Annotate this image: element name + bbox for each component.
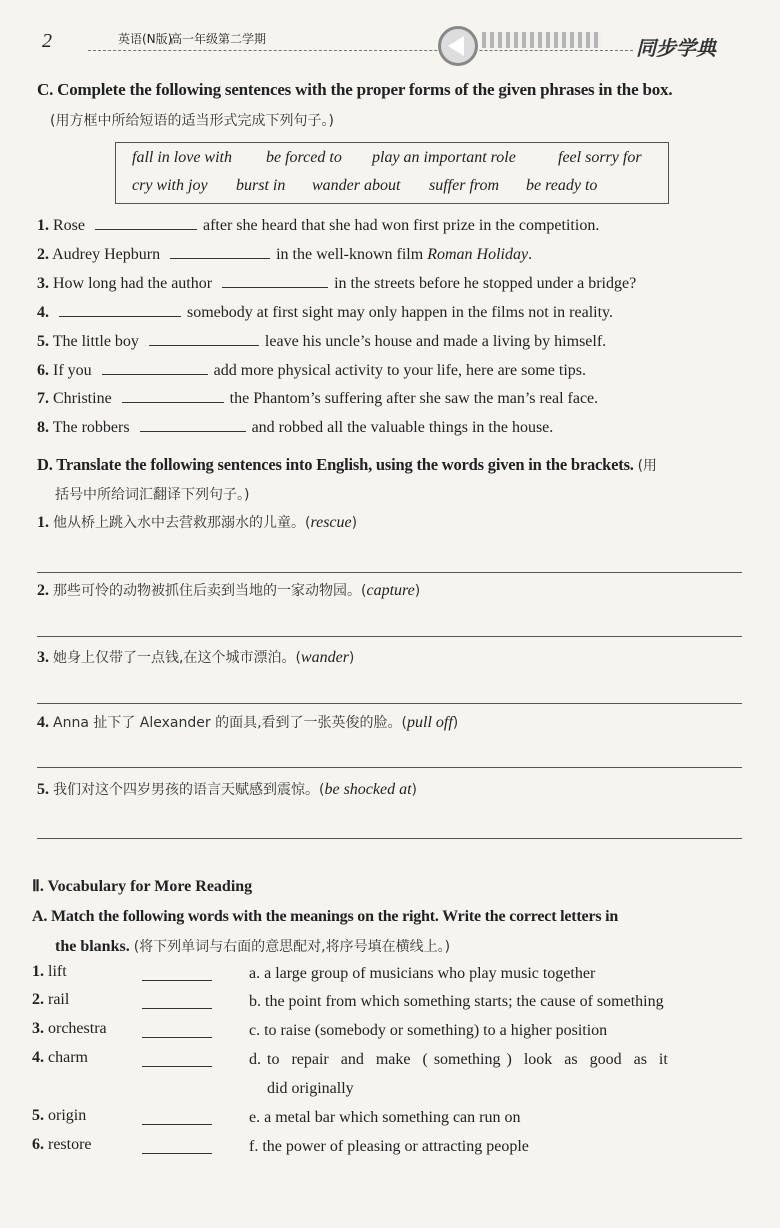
item-chinese: 我们对这个四岁男孩的语言天赋感到震惊。( bbox=[53, 782, 325, 798]
item-close: ) bbox=[452, 715, 459, 731]
item-number: 2. bbox=[37, 246, 49, 263]
phrase: fall in love with bbox=[132, 149, 232, 166]
translation-item bbox=[37, 512, 357, 532]
answer-blank[interactable] bbox=[95, 215, 197, 230]
item-chinese: 那些可怜的动物被抓住后卖到当地的一家动物园。( bbox=[53, 583, 367, 599]
section-ii-a-title-cn: (将下列单词与右面的意思配对,将序号填在横线上。) bbox=[133, 939, 451, 955]
word: orchestra bbox=[48, 1020, 107, 1037]
item-chinese: 她身上仅带了一点钱,在这个城市漂泊。( bbox=[53, 650, 301, 666]
item-chinese: Anna 扯下了 Alexander 的面具,看到了一张英俊的脸。( bbox=[53, 715, 407, 731]
sentence-item bbox=[37, 388, 598, 408]
item-text-end: in the well-known film bbox=[276, 246, 428, 263]
phrase: be ready to bbox=[526, 177, 598, 194]
answer-blank[interactable] bbox=[142, 1008, 212, 1009]
phrase: wander about bbox=[312, 177, 401, 194]
section-c-subtitle: (用方框中所给短语的适当形式完成下列句子。) bbox=[50, 113, 334, 129]
word: charm bbox=[48, 1049, 88, 1066]
sentence-item bbox=[37, 417, 553, 437]
given-word: pull off bbox=[407, 714, 453, 731]
translation-item bbox=[37, 712, 458, 732]
phrase: be forced to bbox=[266, 149, 342, 166]
answer-line[interactable] bbox=[37, 767, 742, 768]
answer-blank[interactable] bbox=[102, 360, 208, 375]
match-word bbox=[32, 1136, 92, 1154]
section-ii-a-title: A. Match the following words with the meanings on the right. Write the correct letters in bbox=[32, 908, 619, 925]
match-word bbox=[32, 1107, 86, 1125]
item-chinese: 他从桥上跳入水中去营救那溺水的儿童。( bbox=[53, 515, 311, 531]
item-number: 1. bbox=[37, 217, 49, 234]
item-number: 5. bbox=[37, 781, 49, 798]
item-text-start: Audrey Hepburn bbox=[52, 246, 161, 263]
item-close: ) bbox=[351, 515, 358, 531]
sentence-item bbox=[37, 244, 532, 264]
match-word bbox=[32, 963, 67, 981]
given-word: wander bbox=[300, 649, 349, 666]
meaning: did originally bbox=[267, 1080, 354, 1097]
answer-blank[interactable] bbox=[142, 1124, 212, 1125]
book-title: 英语(N版) bbox=[118, 32, 173, 46]
item-text-end: the Phantom’s suffering after she saw the man’s real face. bbox=[229, 390, 599, 407]
section-d-title-cn-2: 括号中所给词汇翻译下列句子。) bbox=[55, 487, 250, 503]
answer-line[interactable] bbox=[37, 636, 742, 637]
item-number: 7. bbox=[37, 390, 49, 407]
item-text-start: Christine bbox=[53, 390, 112, 407]
answer-blank[interactable] bbox=[142, 980, 212, 981]
match-word bbox=[32, 991, 69, 1009]
item-number: 3. bbox=[32, 1020, 44, 1037]
item-number: 6. bbox=[32, 1136, 44, 1153]
match-word bbox=[32, 1020, 107, 1038]
item-close: ) bbox=[411, 782, 418, 798]
sentence-item bbox=[37, 360, 586, 380]
answer-blank[interactable] bbox=[222, 273, 328, 288]
item-number: 3. bbox=[37, 649, 49, 666]
header-divider bbox=[88, 50, 633, 51]
sentence-item bbox=[37, 302, 613, 322]
grade-label: 高一年级第二学期 bbox=[170, 32, 267, 46]
logo: 同步学典 bbox=[636, 36, 716, 60]
item-number: 5. bbox=[32, 1107, 44, 1124]
film-title: Roman Holiday bbox=[427, 246, 529, 263]
item-text-start: If you bbox=[53, 362, 92, 379]
item-text-start: How long had the author bbox=[53, 275, 213, 292]
item-punct: . bbox=[528, 246, 533, 263]
answer-line[interactable] bbox=[37, 572, 742, 573]
item-text-end: somebody at first sight may only happen in the films not in reality. bbox=[187, 304, 614, 321]
answer-blank[interactable] bbox=[142, 1066, 212, 1067]
item-number: 4. bbox=[37, 714, 49, 731]
item-close: ) bbox=[348, 650, 355, 666]
phrase: feel sorry for bbox=[558, 149, 642, 166]
translation-item bbox=[37, 580, 420, 600]
item-number: 1. bbox=[32, 963, 44, 980]
item-text-end: leave his uncle’s house and made a living by himself. bbox=[264, 333, 607, 350]
sentence-item bbox=[37, 331, 606, 351]
translation-item bbox=[37, 647, 354, 667]
phrase: play an important role bbox=[372, 149, 516, 166]
item-text-end: after she heard that she had won first prize in the competition. bbox=[203, 217, 600, 234]
item-number: 5. bbox=[37, 333, 49, 350]
given-word: be shocked at bbox=[324, 781, 412, 798]
section-ii-a-title-2-text: the blanks. bbox=[55, 938, 130, 955]
item-text-start: The little boy bbox=[52, 333, 139, 350]
meaning: f. the power of pleasing or attracting people bbox=[249, 1138, 529, 1155]
meaning: b. the point from which something starts; the cause of something bbox=[249, 993, 664, 1010]
meaning: e. a metal bar which something can run on bbox=[249, 1109, 521, 1126]
item-number: 2. bbox=[37, 582, 49, 599]
back-arrow-icon bbox=[438, 26, 478, 66]
word: rail bbox=[48, 991, 70, 1008]
given-word: capture bbox=[366, 582, 415, 599]
answer-blank[interactable] bbox=[170, 244, 270, 259]
answer-blank[interactable] bbox=[142, 1153, 212, 1154]
translation-item bbox=[37, 779, 417, 799]
meaning: c. to raise (somebody or something) to a higher position bbox=[249, 1022, 608, 1039]
section-d-title bbox=[37, 455, 657, 475]
checker-pattern bbox=[482, 32, 602, 48]
item-number: 6. bbox=[37, 362, 49, 379]
phrase: cry with joy bbox=[132, 177, 208, 194]
meaning: a. a large group of musicians who play music together bbox=[249, 965, 596, 982]
answer-line[interactable] bbox=[37, 703, 742, 704]
sentence-item bbox=[37, 273, 636, 293]
item-number: 2. bbox=[32, 991, 44, 1008]
page-number: 2 bbox=[42, 30, 52, 52]
item-number: 4. bbox=[32, 1049, 44, 1066]
item-text-end: add more physical activity to your life, here are some tips. bbox=[213, 362, 586, 379]
section-c-title: C. Complete the following sentences with the proper forms of the given phrases in the box. bbox=[37, 80, 673, 99]
given-word: rescue bbox=[310, 514, 352, 531]
item-number: 8. bbox=[37, 419, 49, 436]
answer-blank[interactable] bbox=[149, 331, 259, 346]
word: origin bbox=[48, 1107, 87, 1124]
answer-line[interactable] bbox=[37, 838, 742, 839]
item-text-start: Rose bbox=[53, 217, 85, 234]
match-word bbox=[32, 1049, 88, 1067]
section-d-title-text: D. Translate the following sentences into English, using the words given in the brackets. bbox=[37, 455, 634, 474]
section-ii-a-title-2 bbox=[55, 936, 450, 956]
item-text-end: and robbed all the valuable things in the house. bbox=[251, 419, 554, 436]
word: restore bbox=[48, 1136, 92, 1153]
sentence-item bbox=[37, 215, 599, 235]
section-d-title-cn: (用 bbox=[637, 458, 657, 474]
item-close: ) bbox=[414, 583, 421, 599]
item-number: 1. bbox=[37, 514, 49, 531]
phrase-box bbox=[115, 142, 669, 204]
word: lift bbox=[48, 963, 67, 980]
item-number: 3. bbox=[37, 275, 49, 292]
item-text-end: in the streets before he stopped under a bridge? bbox=[334, 275, 637, 292]
meaning: d. to repair and make ( something ) look as good as it bbox=[249, 1051, 668, 1068]
phrase: suffer from bbox=[429, 177, 500, 194]
section-ii-title: Ⅱ. Vocabulary for More Reading bbox=[32, 878, 253, 895]
item-text-start: The robbers bbox=[52, 419, 130, 436]
answer-blank[interactable] bbox=[59, 302, 181, 317]
phrase: burst in bbox=[236, 177, 286, 194]
answer-blank[interactable] bbox=[122, 388, 224, 403]
item-number: 4. bbox=[37, 304, 49, 321]
answer-blank[interactable] bbox=[142, 1037, 212, 1038]
answer-blank[interactable] bbox=[140, 417, 246, 432]
